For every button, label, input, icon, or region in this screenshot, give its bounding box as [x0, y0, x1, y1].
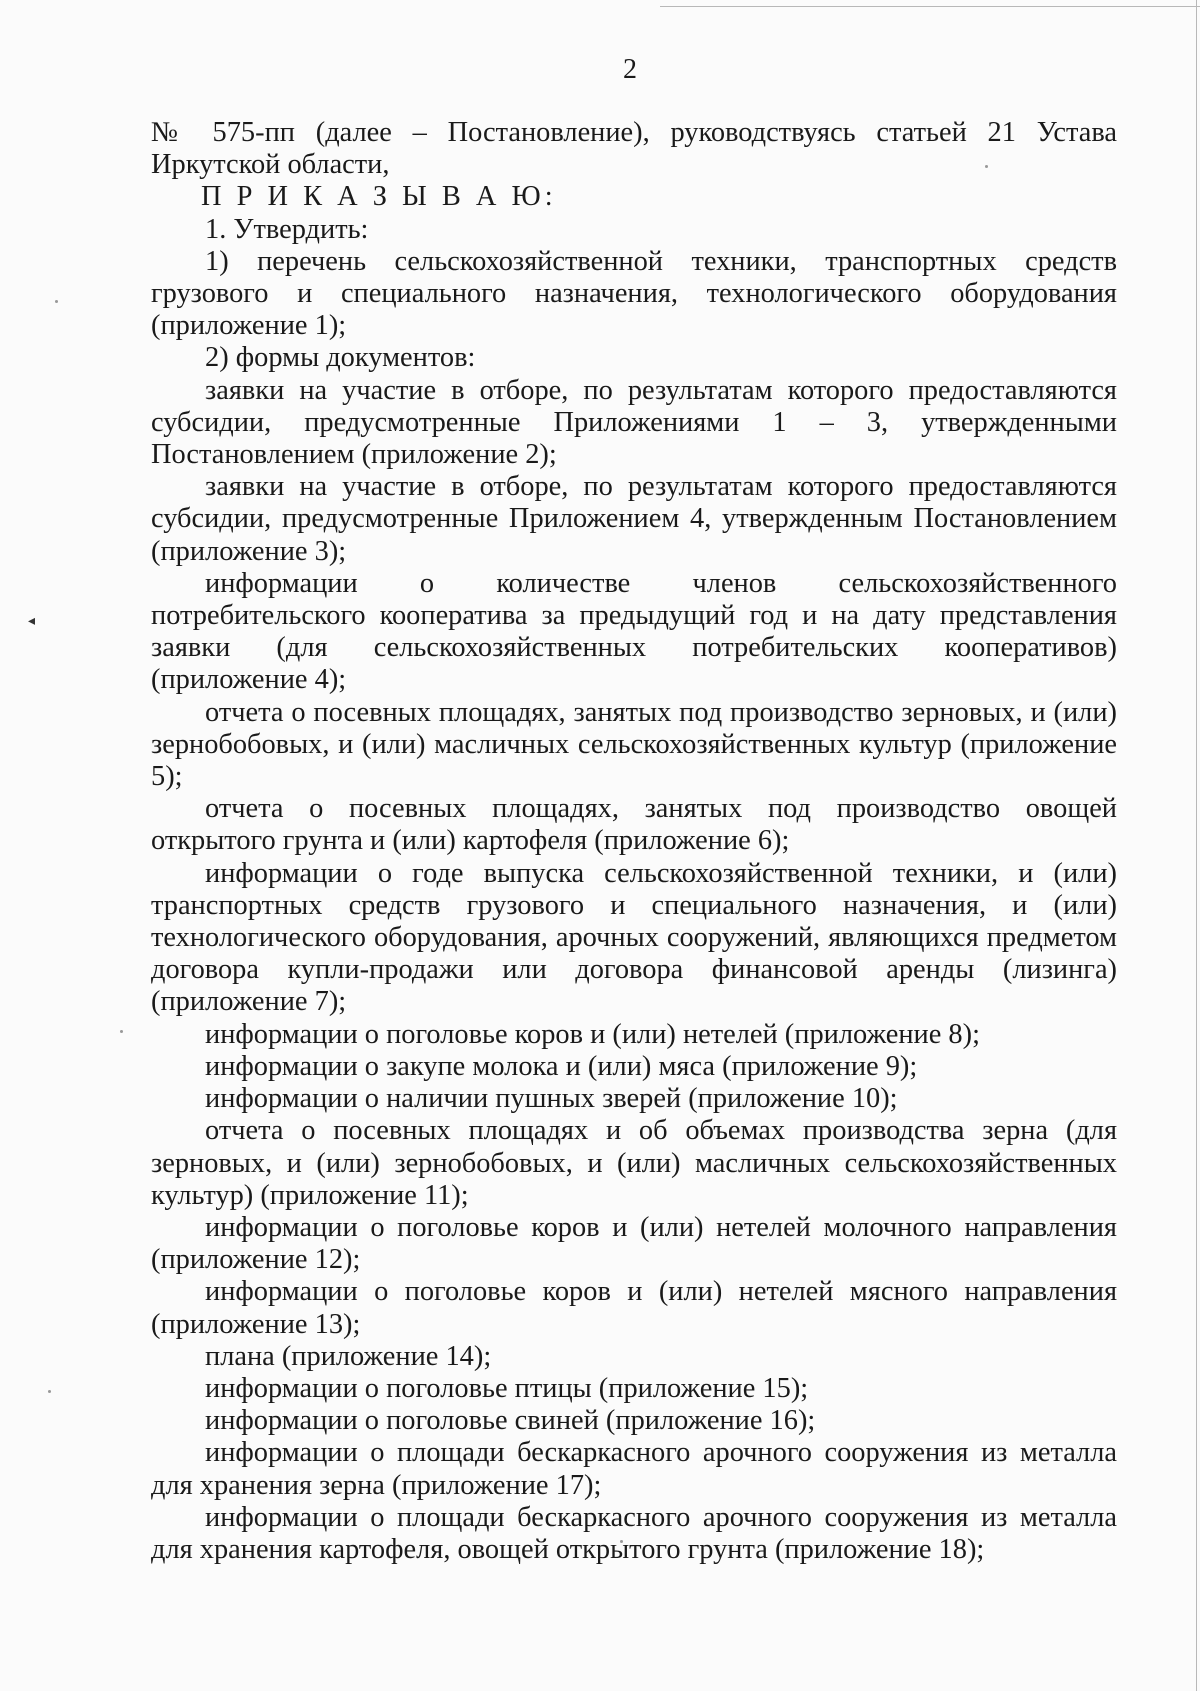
paragraph-approve: 1. Утвердить: [205, 213, 369, 245]
paragraph-form: информации о поголовье свиней (приложение 16); [205, 1405, 816, 1437]
paragraph-form: информации о поголовье коров и (или) нетелей (приложение 8); [205, 1018, 980, 1050]
scan-speck [48, 1390, 51, 1393]
paragraph-item-2: 2) формы документов: [205, 342, 476, 374]
scan-speck [120, 1030, 123, 1033]
paragraph-form: отчета о посевных площадях и об объемах производства зерна (для зерновых, и (или) зернобобовых, и (или) масличных сельскохозяйственных культур) (приложение 11); [151, 1115, 1117, 1211]
scan-edge-line-right [1196, 0, 1197, 1691]
scan-speck [55, 300, 58, 303]
paragraph-form: информации о поголовье птицы (приложение 15); [205, 1372, 809, 1404]
paragraph-form: информации о площади бескаркасного арочного сооружения из металла для хранения картофеля, овощей открытого грунта (приложение 18); [151, 1501, 1117, 1565]
paragraph-form: заявки на участие в отборе, по результатам которого предоставляются субсидии, предусмотренные Приложениями 1 – 3, утвержденными Постановлением (приложение 2); [151, 374, 1117, 471]
paragraph-form: информации о количестве членов сельскохозяйственного потребительского кооператива за предыдущий год и на дату представления заявки (для сельскохозяйственных потребительских кооперативов) (приложение 4); [151, 567, 1117, 696]
paragraph-preamble: № 575-пп (далее – Постановление), руководствуясь статьей 21 Устава Иркутской области, [151, 117, 1117, 181]
paragraph-form: заявки на участие в отборе, по результатам которого предоставляются субсидии, предусмотренные Приложением 4, утвержденным Постановлением (приложение 3); [151, 471, 1117, 567]
order-heading: П Р И К А З Ы В А Ю: [201, 181, 557, 213]
paragraph-form: информации о закупе молока и (или) мяса (приложение 9); [205, 1050, 918, 1082]
paragraph-item-1: 1) перечень сельскохозяйственной техники, транспортных средств грузового и специального назначения, технологического оборудования (приложение 1); [151, 245, 1117, 342]
paragraph-form: информации о поголовье коров и (или) нетелей молочного направления (приложение 12); [151, 1211, 1117, 1276]
paragraph-form: отчета о посевных площадях, занятых под производство зерновых, и (или) зернобобовых, и (или) масличных сельскохозяйственных культур (приложение 5); [151, 696, 1117, 793]
paragraph-form: плана (приложение 14); [205, 1340, 492, 1372]
paragraph-form: информации о площади бескаркасного арочного сооружения из металла для хранения зерна (приложение 17); [151, 1437, 1117, 1501]
document-body [151, 117, 1117, 1566]
scan-edge-line-top [660, 6, 1200, 7]
scan-arrow-mark: ◂ [28, 613, 36, 629]
paragraph-form: информации о годе выпуска сельскохозяйственной техники, и (или) транспортных средств грузового и специального назначения, и (или) технологического оборудования, арочных сооружений, являющихся предметом договора купли-продажи или договора финансовой аренды (лизинга) (приложение 7); [151, 857, 1117, 1018]
paragraph-form: отчета о посевных площадях, занятых под производство овощей открытого грунта и (или) картофеля (приложение 6); [151, 793, 1117, 857]
paragraph-form: информации о поголовье коров и (или) нетелей мясного направления (приложение 13); [151, 1276, 1117, 1340]
paragraph-form: информации о наличии пушных зверей (приложение 10); [205, 1083, 898, 1115]
page-number: 2 [623, 54, 637, 85]
